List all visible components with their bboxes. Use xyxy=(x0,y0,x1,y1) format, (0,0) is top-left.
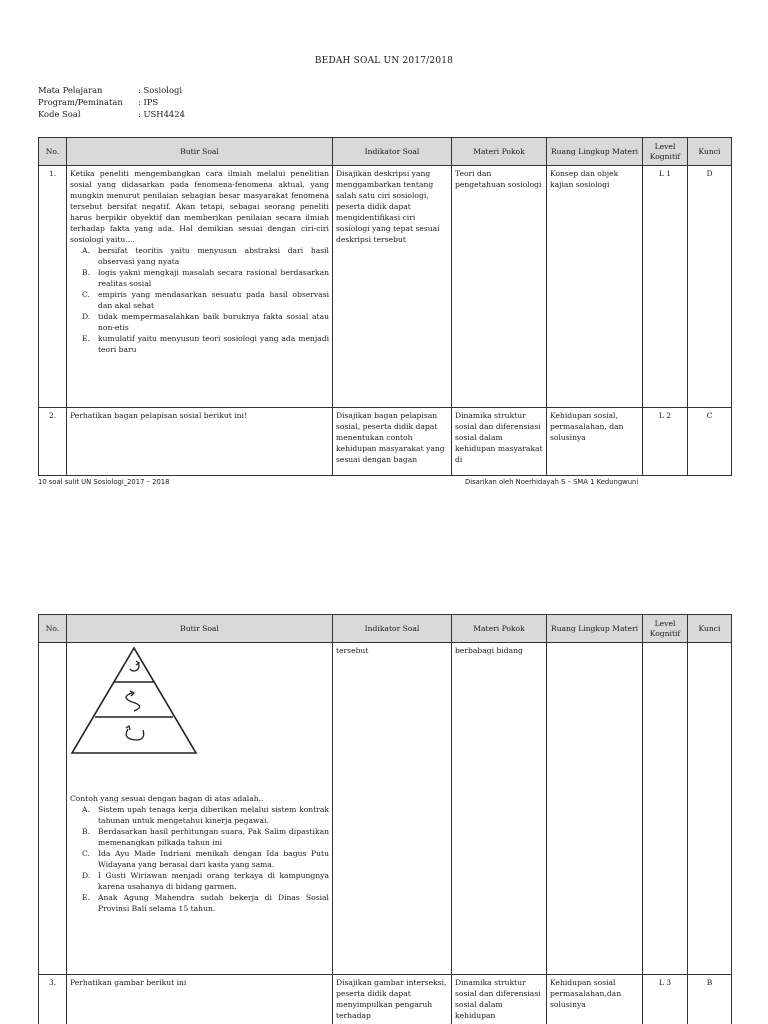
q2-number: 2. xyxy=(39,408,67,476)
q2-materi: Dinamika struktur sosial dan diferensiasi sosial dalam kehidupan masyarakat di xyxy=(452,408,547,476)
q1-materi: Teori dan pengetahuan sosiologi xyxy=(452,166,547,408)
option-letter: B. xyxy=(82,268,90,277)
option-text: tidak mempermasalahkan baik buruknya fakta sosial atau non-etis xyxy=(98,312,329,332)
q3-indikator: Disajikan gambar interseksi, peserta didik dapat menyimpulkan pengaruh terhadap xyxy=(333,975,452,1024)
option-letter: A. xyxy=(82,805,90,814)
table-row-q2 xyxy=(39,408,732,476)
option-item xyxy=(82,289,329,311)
header-kunci: Kunci xyxy=(688,138,732,166)
q1-number: 1. xyxy=(39,166,67,408)
q1-indikator: Disajikan deskripsi yang menggambarkan tentang salah satu ciri sosiologi, peserta didik dapat mengidentifikasi ciri sosiologi yang tepat sesuai deskripsi tersebut xyxy=(333,166,452,408)
option-item xyxy=(82,870,329,892)
q1-butir xyxy=(67,166,333,408)
q1-level: L 1 xyxy=(643,166,688,408)
q2-level: L 2 xyxy=(643,408,688,476)
header-no: No. xyxy=(39,138,67,166)
q1-options xyxy=(70,245,329,355)
page-2 xyxy=(0,560,768,1024)
page-1 xyxy=(0,0,768,500)
meta-row-code xyxy=(38,108,185,120)
option-text: Anak Agung Mahendra sudah bekerja di Dinas Sosial Provinsi Bali selama 15 tahun. xyxy=(98,893,329,913)
q2-level-cont xyxy=(643,643,688,975)
option-item xyxy=(82,245,329,267)
q1-ruang: Konsep dan objek kajian sosiologi xyxy=(547,166,643,408)
header-ruang: Ruang Lingkup Materi xyxy=(547,615,643,643)
option-letter: B. xyxy=(82,827,90,836)
option-letter: C. xyxy=(82,290,90,299)
question-table-page-1 xyxy=(38,137,732,476)
option-letter: E. xyxy=(82,334,90,343)
document-title: BEDAH SOAL UN 2017/2018 xyxy=(314,56,454,66)
option-item xyxy=(82,848,329,870)
q2-indikator: Disajikan bagan pelapisan sosial, peserta didik dapat menentukan contoh kehidupan masyarakat yang sesuai dengan bagan xyxy=(333,408,452,476)
option-text: logis yakni mengkaji masalah secara rasional berdasarkan realitas sosial xyxy=(98,268,329,288)
footer-left: 10 soal sulit UN Sosiologi_2017 – 2018 xyxy=(38,478,170,486)
footer-right: Disarikan oleh Noerhidayah S – SMA 1 Kedungwuni xyxy=(465,478,639,486)
header-ruang: Ruang Lingkup Materi xyxy=(547,138,643,166)
header-level: Level Kognitif xyxy=(643,138,688,166)
q2-materi-cont: berbabagi bidang xyxy=(452,643,547,975)
q3-kunci: B xyxy=(688,975,732,1024)
table-header-row xyxy=(39,615,732,643)
meta-key: Mata Pelajaran xyxy=(38,85,103,95)
q2-kunci-cont xyxy=(688,643,732,975)
meta-value: : USH4424 xyxy=(138,109,185,119)
option-text: bersifat teoritis yaitu menyusun abstraksi dari hasil observasi yang nyata xyxy=(98,246,329,266)
table-row-q1 xyxy=(39,166,732,408)
q2-question: Contoh yang sesuai dengan bagan di atas adalah.. xyxy=(70,794,264,803)
q3-stem: Perhatikan gambar berikut ini xyxy=(67,975,333,1024)
option-letter: D. xyxy=(82,871,91,880)
option-letter: D. xyxy=(82,312,91,321)
document-meta xyxy=(38,84,185,120)
option-item xyxy=(82,892,329,914)
option-text: kumulatif yaitu menyusun teori sosiologi yang ada menjadi teori baru xyxy=(98,334,329,354)
q2-ruang: Kehidupan sosial, permasalahan, dan solusinya xyxy=(547,408,643,476)
option-text: Sistem upah tenaga kerja diberikan melalui sistem kontrak tahunan untuk mengetahui kinerja pegawai. xyxy=(98,805,329,825)
q2-kunci: C xyxy=(688,408,732,476)
option-letter: E. xyxy=(82,893,90,902)
q3-number: 3. xyxy=(39,975,67,1024)
q3-materi: Dinamika struktur sosial dan diferensiasi sosial dalam kehidupan xyxy=(452,975,547,1024)
meta-row-program xyxy=(38,96,185,108)
header-kunci: Kunci xyxy=(688,615,732,643)
option-text: Ida Ayu Made Indriani menikah dengan Ida bagus Putu Widayana yang berasal dari kasta yang sama. xyxy=(98,849,329,869)
meta-value: : IPS xyxy=(138,97,159,107)
header-materi: Materi Pokok xyxy=(452,615,547,643)
pyramid-icon xyxy=(70,645,200,757)
pyramid-diagram xyxy=(70,645,200,765)
header-materi: Materi Pokok xyxy=(452,138,547,166)
q2-butir-cont xyxy=(67,643,333,975)
header-butir: Butir Soal xyxy=(67,615,333,643)
table-row-q2-continued xyxy=(39,643,732,975)
header-level: Level Kognitif xyxy=(643,615,688,643)
q2-number-cont xyxy=(39,643,67,975)
option-text: I Gusti Wiriawan menjadi orang terkaya di kampungnya karena usahanya di bidang garmen. xyxy=(98,871,329,891)
meta-value: : Sosiologi xyxy=(138,85,183,95)
meta-row-subject xyxy=(38,84,185,96)
option-text: Berdasarkan hasil perhitungan suara, Pak Salim dipastikan memenangkan pilkada tahun ini xyxy=(98,827,329,847)
q2-stem: Perhatikan bagan pelapisan sosial berikut ini! xyxy=(67,408,333,476)
q1-stem: Ketika peneliti mengembangkan cara ilmiah melalui penelitian sosial yang didasarkan pada fenomena-fenomena aktual, yang mungkin menurut penilaian sebagian besar masyarakat fenomena tersebut bersifat negatif. Akan tetapi, sebagai seorang peneliti harus berpikir obyektif dan memberikan penilaian secara ilmiah terhadap fakta yang ada. Hal demikian sesuai dengan ciri-ciri sosiologi yaitu.... xyxy=(70,169,329,244)
table-row-q3 xyxy=(39,975,732,1024)
q2-indikator-cont: tersebut xyxy=(333,643,452,975)
header-butir: Butir Soal xyxy=(67,138,333,166)
option-item xyxy=(82,804,329,826)
option-text: empiris yang mendasarkan sesuatu pada hasil observasi dan akal sehat xyxy=(98,290,329,310)
option-item xyxy=(82,826,329,848)
q1-kunci: D xyxy=(688,166,732,408)
option-item xyxy=(82,333,329,355)
question-table-page-2 xyxy=(38,614,732,1024)
option-letter: A. xyxy=(82,246,90,255)
option-letter: C. xyxy=(82,849,90,858)
q3-level: L 3 xyxy=(643,975,688,1024)
header-no: No. xyxy=(39,615,67,643)
option-item xyxy=(82,311,329,333)
meta-key: Kode Soal xyxy=(38,109,81,119)
header-indikator: Indikator Soal xyxy=(333,615,452,643)
option-item xyxy=(82,267,329,289)
q2-options xyxy=(70,804,329,914)
header-indikator: Indikator Soal xyxy=(333,138,452,166)
q3-ruang: Kehidupan sosial permasalahan,dan solusinya xyxy=(547,975,643,1024)
q2-ruang-cont xyxy=(547,643,643,975)
meta-key: Program/Peminatan xyxy=(38,97,123,107)
page-gap xyxy=(0,500,768,560)
table-header-row xyxy=(39,138,732,166)
